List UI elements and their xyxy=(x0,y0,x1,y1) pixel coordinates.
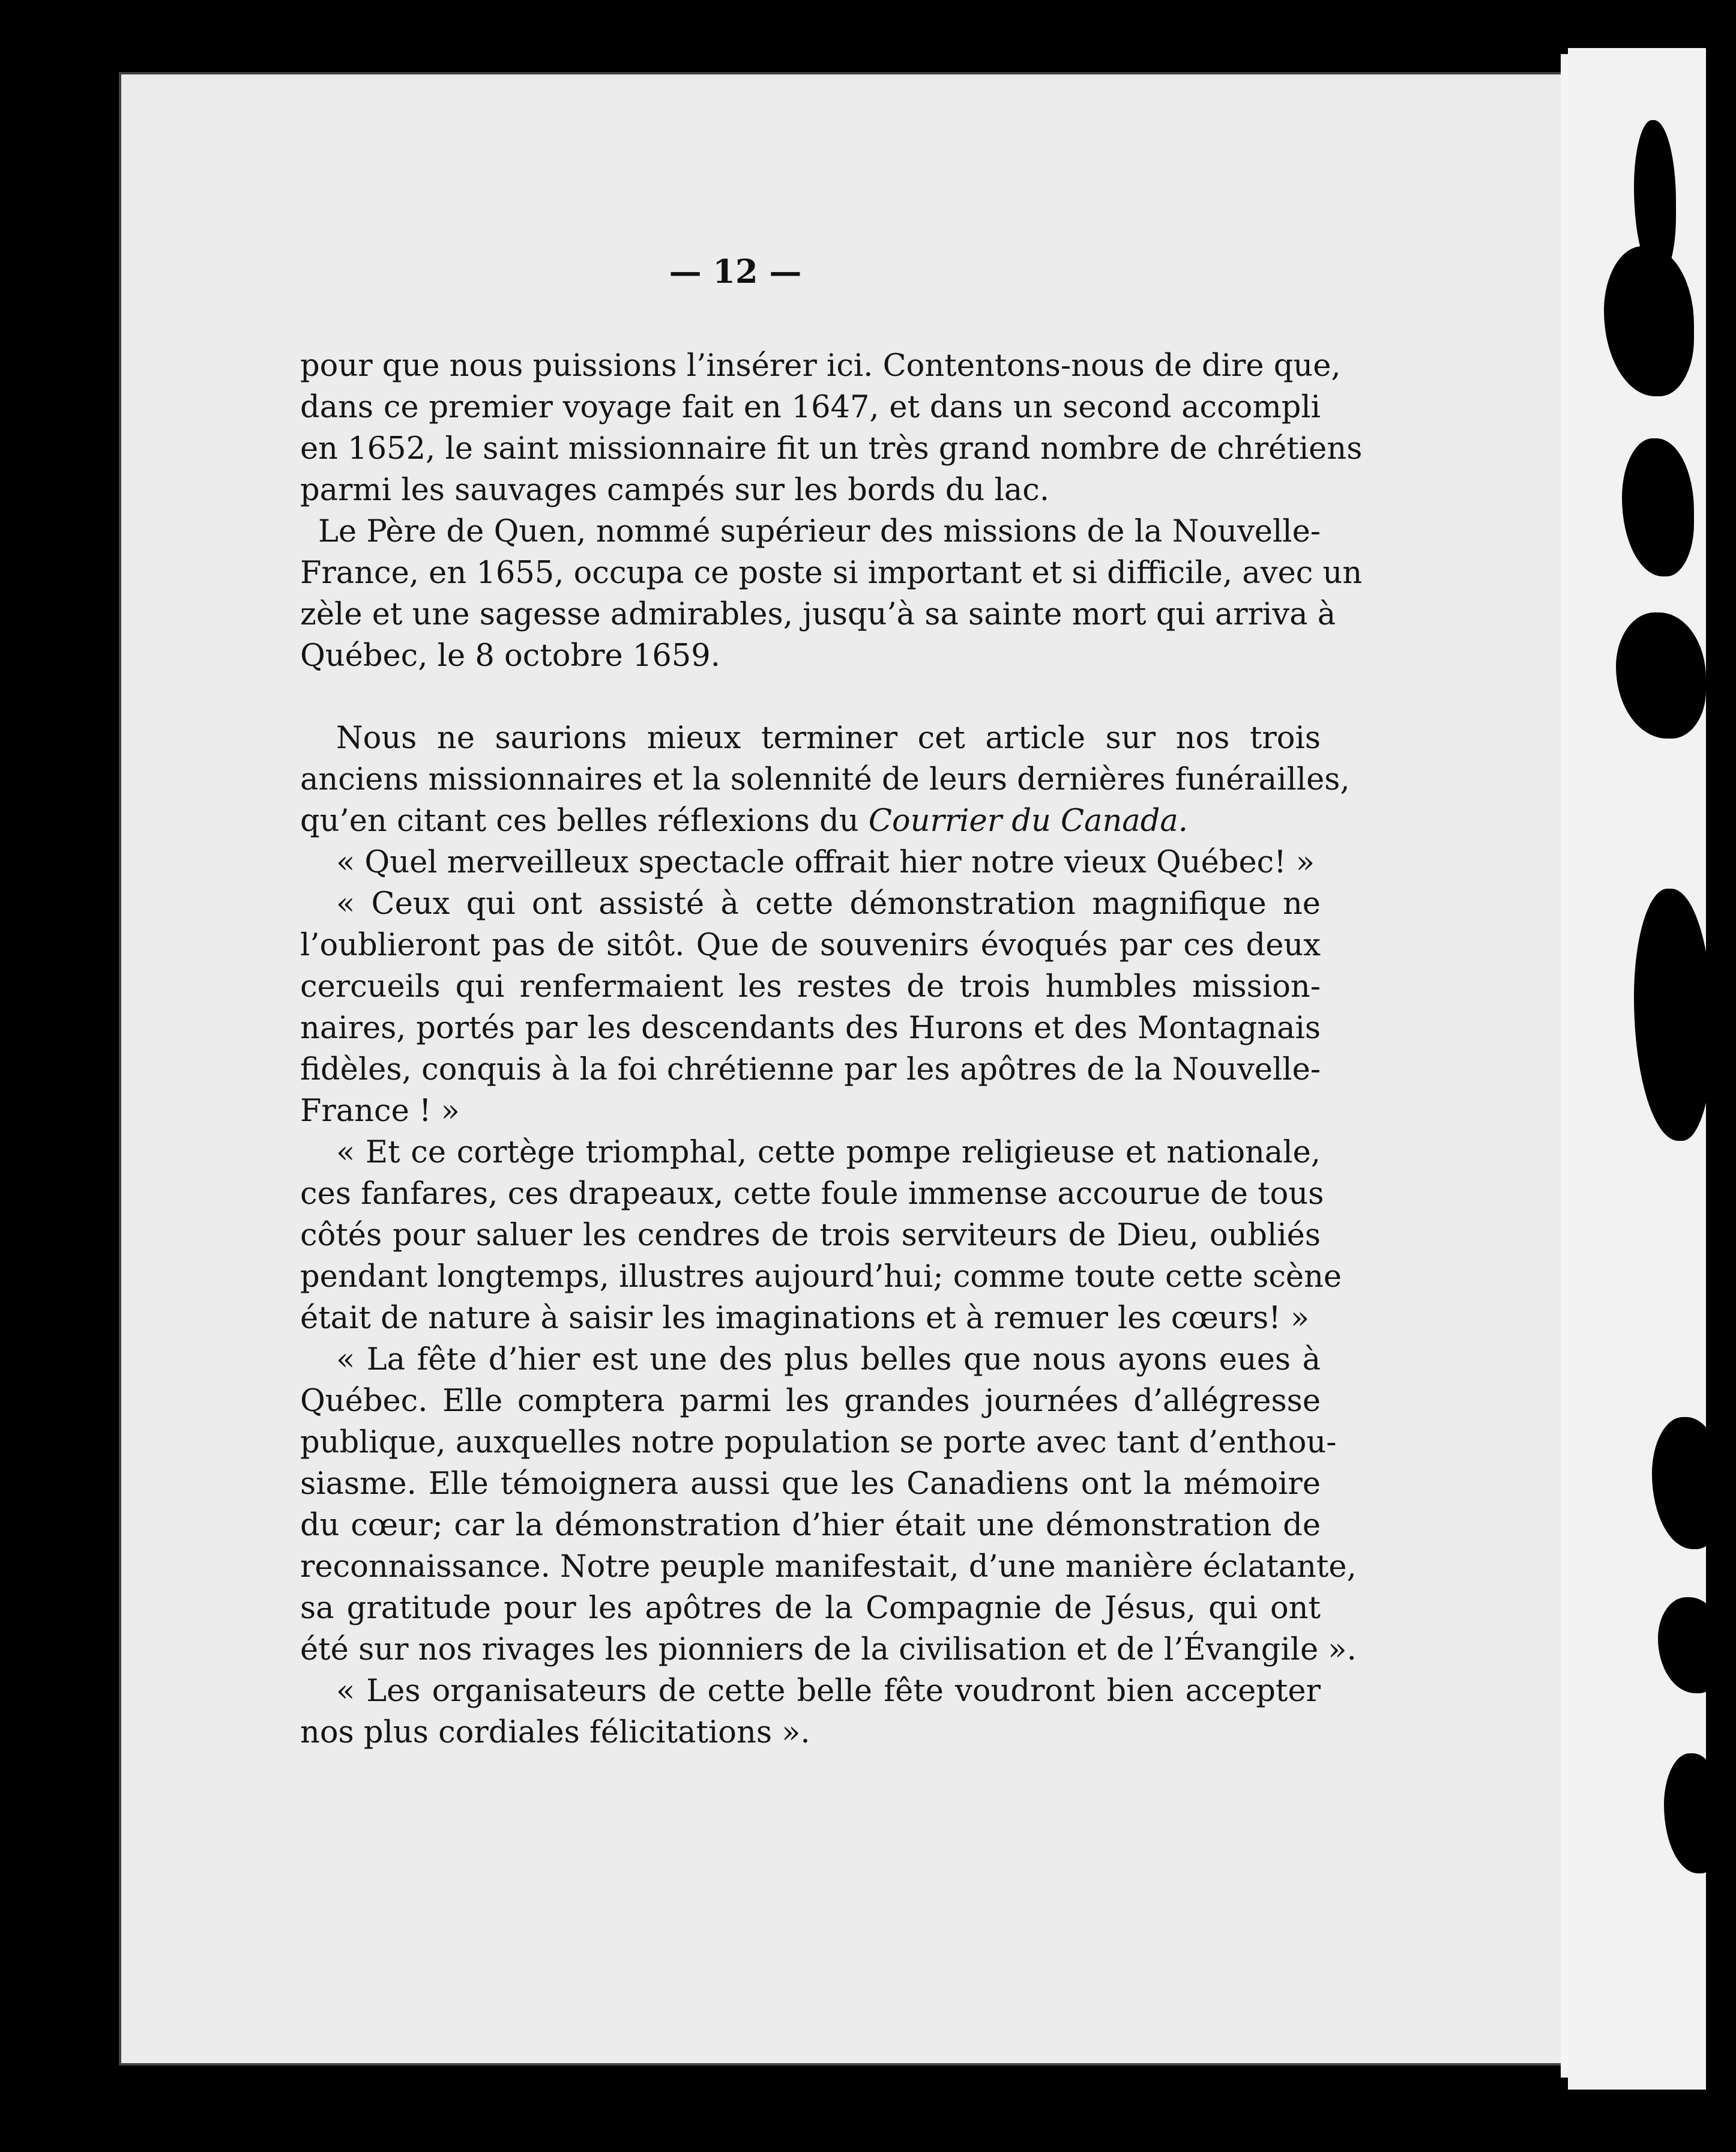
text-line: Québec. Elle comptera parmi les grandes journées d’allégresse xyxy=(300,1383,1321,1419)
text-line: ces fanfares, ces drapeaux, cette foule immense accourue de tous xyxy=(300,1176,1324,1212)
text-line: pour que nous puissions l’insérer ici. Contentons-nous de dire que, xyxy=(300,348,1341,384)
torn-hole xyxy=(1658,1597,1724,1693)
text-segment: qu’en citant ces belles réflexions du xyxy=(300,803,859,839)
text-line: Québec, le 8 octobre 1659. xyxy=(300,638,720,674)
text-line: pendant longtemps, illustres aujourd’hui; comme toute cette scène xyxy=(300,1259,1342,1295)
paragraph xyxy=(300,511,1363,677)
text-line: « Les organisateurs de cette belle fête voudront bien accepter xyxy=(336,1673,1321,1709)
paragraph xyxy=(300,1132,1342,1339)
text-line: « La fête d’hier est une des plus belles que nous ayons eues à xyxy=(336,1342,1321,1377)
text-line: Le Père de Quen, nommé supérieur des missions de la Nouvelle- xyxy=(318,514,1321,549)
torn-hole xyxy=(1604,246,1694,396)
torn-hole xyxy=(1622,438,1694,576)
text-line: naires, portés par les descendants des Hurons et des Montagnais xyxy=(300,1011,1321,1046)
torn-hole xyxy=(1652,1417,1724,1549)
text-line: publique, auxquelles notre population se porte avec tant d’enthou- xyxy=(300,1425,1337,1460)
text-line xyxy=(300,800,1321,842)
text-line: France, en 1655, occupa ce poste si important et si difficile, avec un xyxy=(300,555,1363,591)
text-line: du cœur; car la démonstration d’hier était une démonstration de xyxy=(300,1508,1321,1543)
torn-hole xyxy=(1634,889,1712,1141)
paragraph xyxy=(300,883,1321,1132)
text-line: en 1652, le saint missionnaire fit un très grand nombre de chrétiens xyxy=(300,431,1363,467)
text-line: reconnaissance. Notre peuple manifestait, d’une manière éclatante, xyxy=(300,1549,1357,1585)
text-line: Nous ne saurions mieux terminer cet article sur nos trois xyxy=(336,721,1321,756)
torn-hole xyxy=(1664,1753,1724,1873)
text-line: fidèles, conquis à la foi chrétienne par les apôtres de la Nouvelle- xyxy=(300,1052,1321,1087)
text-line: nos plus cordiales félicitations ». xyxy=(300,1715,810,1750)
text-line: « Et ce cortège triomphal, cette pompe religieuse et nationale, xyxy=(336,1135,1321,1170)
italic-title: Courrier du Canada. xyxy=(868,803,1188,839)
text-line: « Ceux qui ont assisté à cette démonstration magnifique ne xyxy=(336,886,1321,922)
paragraph xyxy=(300,1339,1357,1670)
paragraph xyxy=(300,718,1350,842)
text-line: anciens missionnaires et la solennité de leurs dernières funérailles, xyxy=(300,762,1350,797)
text-line: sa gratitude pour les apôtres de la Compagnie de Jésus, qui ont xyxy=(300,1591,1321,1626)
paragraph xyxy=(300,842,1321,883)
text-line: dans ce premier voyage fait en 1647, et dans un second accompli xyxy=(300,390,1321,425)
page-number: — 12 — xyxy=(669,252,802,291)
paragraph xyxy=(300,345,1363,511)
text-line: été sur nos rivages les pionniers de la civilisation et de l’Évangile ». xyxy=(300,1632,1357,1667)
text-line: France ! » xyxy=(300,1093,460,1129)
text-line: cercueils qui renfermaient les restes de trois humbles mission- xyxy=(300,969,1321,1005)
torn-hole xyxy=(1616,612,1706,739)
text-line: parmi les sauvages campés sur les bords du lac. xyxy=(300,473,1050,508)
text-line: côtés pour saluer les cendres de trois serviteurs de Dieu, oubliés xyxy=(300,1218,1321,1253)
text-line: siasme. Elle témoignera aussi que les Canadiens ont la mémoire xyxy=(300,1466,1321,1502)
text-line: l’oublieront pas de sitôt. Que de souvenirs évoqués par ces deux xyxy=(300,928,1321,963)
text-line: était de nature à saisir les imaginations et à remuer les cœurs! » xyxy=(300,1301,1310,1336)
text-line: zèle et une sagesse admirables, jusqu’à sa sainte mort qui arriva à xyxy=(300,597,1336,632)
page-edge xyxy=(1561,54,1568,2078)
text-line: « Quel merveilleux spectacle offrait hier notre vieux Québec! » xyxy=(336,845,1315,880)
paragraph xyxy=(300,1670,1321,1753)
torn-binding-edge xyxy=(1568,48,1706,2090)
